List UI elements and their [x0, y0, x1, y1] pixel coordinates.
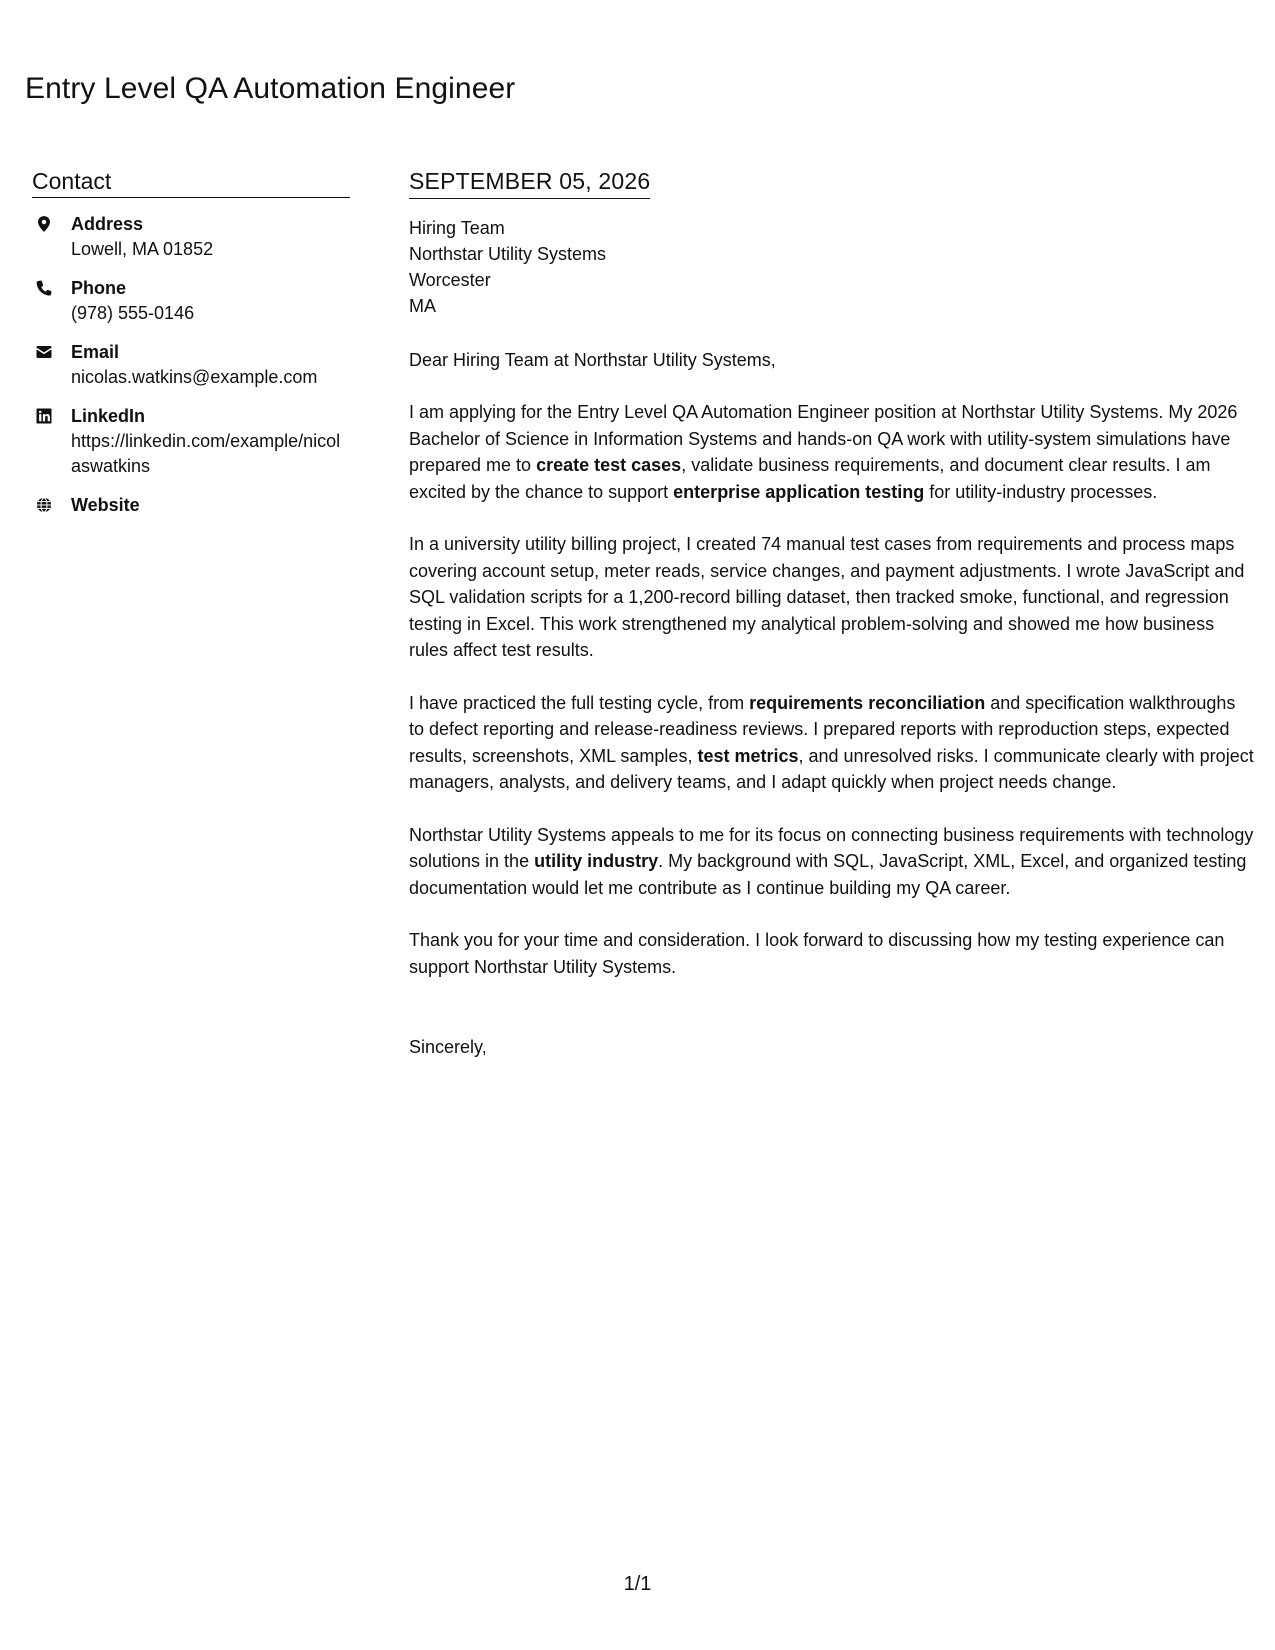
paragraph-thanks: Thank you for your time and consideration. I look forward to discussing how my testing experience can support Northstar Utility Systems.: [409, 930, 1225, 977]
text-run: Northstar Utility Systems appeals to me for its focus on connecting business requirements with technology solutions in the: [409, 824, 1254, 871]
bold-run: create test cases: [536, 455, 682, 475]
greeting: Dear Hiring Team at Northstar Utility Systems,: [409, 349, 776, 370]
recipient-line: MA: [409, 295, 436, 316]
text-run: I am applying for the Entry Level QA Automation Engineer position at Northstar Utility Systems. My 2026 Bachelor of Science in Information Systems and hands-on QA work with utility-system simulations have prepared me to: [409, 402, 1238, 475]
contact-list: [32, 212, 350, 518]
recipient-block: [409, 215, 1254, 319]
recipient-line: Northstar Utility Systems: [409, 243, 607, 264]
contact-label-phone: Phone: [71, 278, 127, 298]
bold-run: test metrics: [697, 745, 799, 766]
map-pin-icon: [35, 215, 53, 233]
contact-item-phone: [32, 276, 350, 326]
contact-item-address: [32, 212, 350, 262]
recipient-line: Worcester: [409, 269, 491, 290]
contact-sidebar: [32, 168, 350, 532]
paragraph-testing-cycle: [409, 690, 1254, 796]
paragraph-intro: [409, 399, 1254, 505]
contact-label-website: Website: [71, 495, 140, 515]
text-run: . My background with SQL, JavaScript, XML, Excel, and organized testing documentation would let me contribute as I continue building my QA career.: [409, 851, 1247, 898]
paragraph-company-fit: [409, 822, 1254, 902]
contact-label-email: Email: [71, 342, 120, 362]
letter-date: SEPTEMBER 05, 2026: [409, 168, 650, 199]
contact-item-website: [32, 493, 350, 518]
envelope-icon: [35, 343, 53, 361]
contact-value-email[interactable]: nicolas.watkins@example.com: [71, 367, 318, 387]
cover-letter: [409, 168, 1254, 1061]
contact-item-email: [32, 340, 350, 390]
text-run: for utility-industry processes.: [924, 481, 1158, 502]
document-title: Entry Level QA Automation Engineer: [25, 72, 516, 105]
closing: Sincerely,: [409, 1037, 487, 1057]
contact-value-phone: (978) 555-0146: [71, 303, 195, 323]
text-run: , validate business requirements, and document clear results. I am excited by the chance to support: [409, 455, 1211, 502]
text-run: I have practiced the full testing cycle, from: [409, 692, 750, 713]
phone-icon: [35, 279, 53, 297]
contact-heading: Contact: [32, 168, 350, 198]
contact-value-linkedin[interactable]: https://linkedin.com/example/nicolaswatkins: [71, 431, 341, 476]
bold-run: enterprise application testing: [673, 481, 925, 502]
contact-item-linkedin: [32, 404, 350, 479]
recipient-line: Hiring Team: [409, 217, 505, 238]
contact-label-address: Address: [71, 214, 144, 234]
paragraph-project: In a university utility billing project, I created 74 manual test cases from requirements and process maps covering account setup, meter reads, service changes, and payment adjustments. I wrote JavaScript and SQL validation scripts for a 1,200-record billing dataset, then tracked smoke, functional, and regression testing in Excel. This work strengthened my analytical problem-solving and showed me how business rules affect test results.: [409, 534, 1245, 660]
contact-label-linkedin: LinkedIn: [71, 406, 146, 426]
text-run: and specification walkthroughs to defect reporting and release-readiness reviews. I prepared reports with reproduction steps, expected results, screenshots, XML samples,: [409, 692, 1236, 766]
globe-icon: [35, 496, 53, 514]
bold-run: requirements reconciliation: [749, 692, 986, 713]
text-run: , and unresolved risks. I communicate clearly with project managers, analysts, and delivery teams, and I adapt quickly when project needs change.: [409, 745, 1254, 792]
contact-value-address: Lowell, MA 01852: [71, 239, 214, 259]
bold-run: utility industry: [534, 851, 659, 871]
page-number: 1/1: [623, 1573, 652, 1595]
linkedin-icon: [35, 407, 53, 425]
